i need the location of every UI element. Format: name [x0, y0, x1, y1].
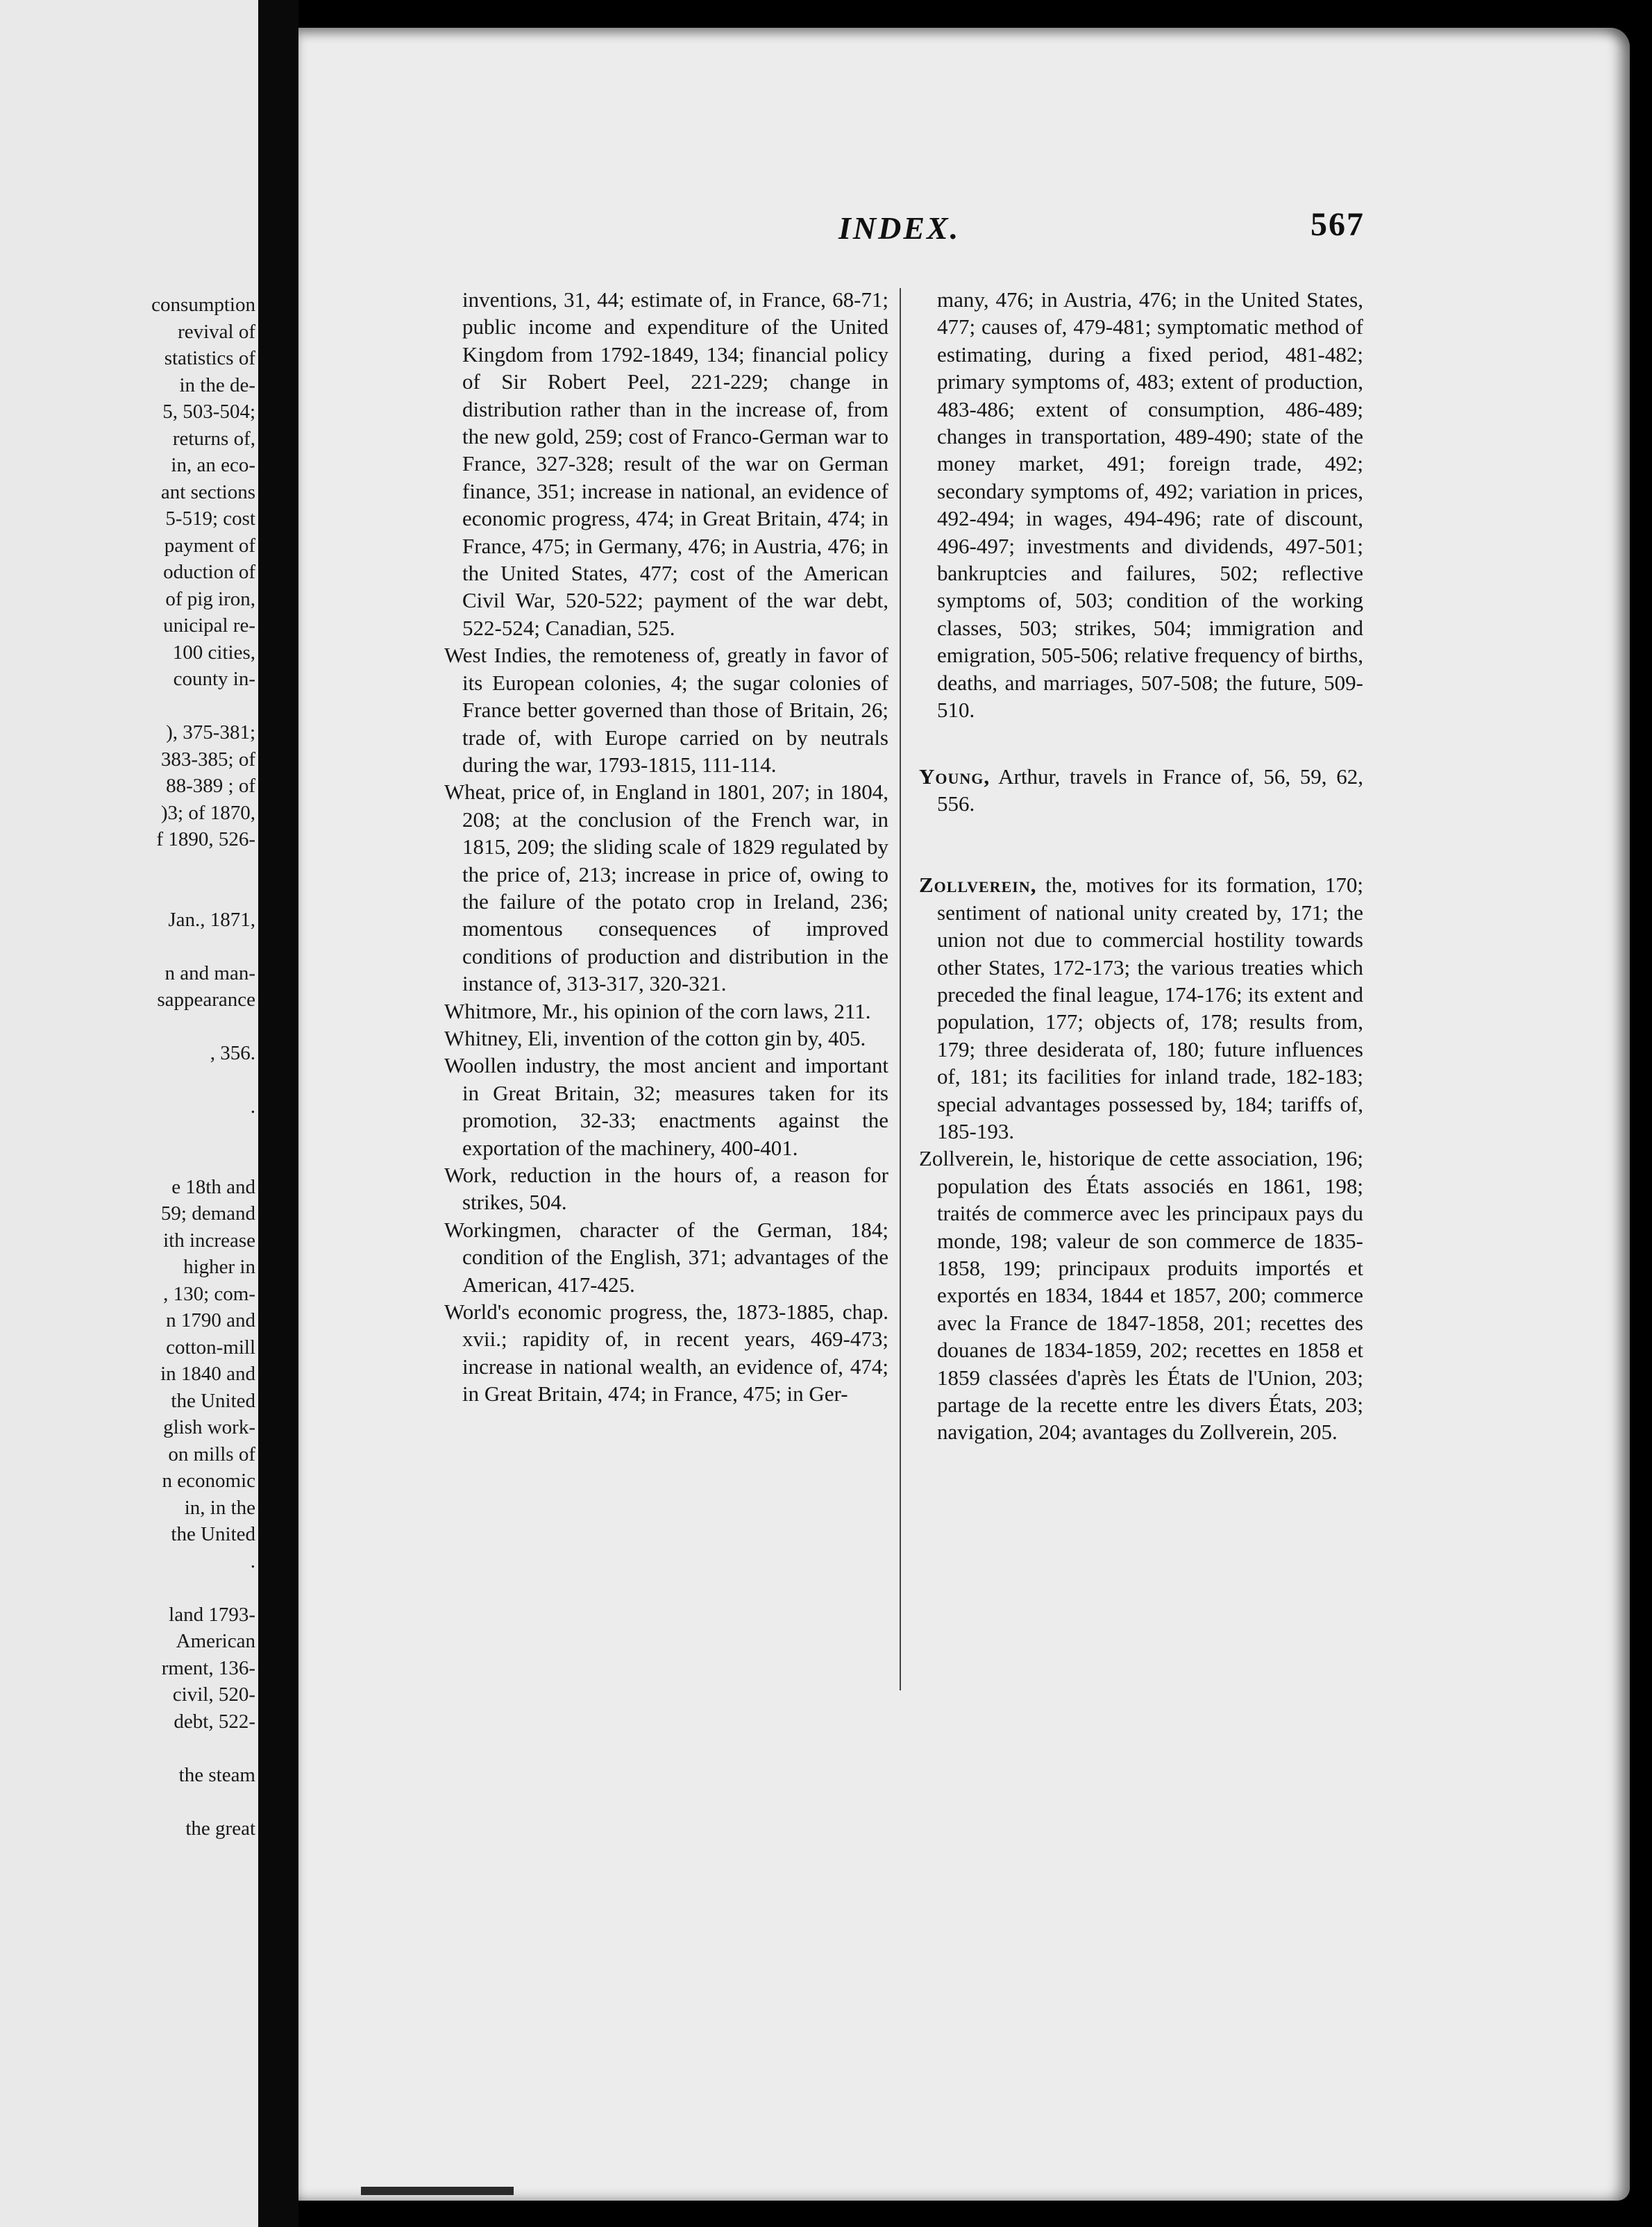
facing-page-line: n economic — [162, 1470, 255, 1492]
facing-page-line: sappearance — [157, 989, 255, 1011]
facing-page-line: in 1840 and — [160, 1363, 255, 1385]
index-entry: Workingmen, character of the German, 184; condition of the English, 371; advantages of the American, 417-425. — [444, 1217, 888, 1297]
facing-page-line: oduction of — [163, 561, 255, 583]
facing-page-line: payment of — [164, 534, 255, 557]
facing-page-line: county in- — [173, 668, 255, 690]
entry-heading: Zollverein, — [919, 873, 1037, 898]
index-column-1 — [444, 286, 888, 1408]
facing-page-line: rment, 136- — [161, 1656, 255, 1679]
facing-page-line: unicipal re- — [163, 614, 255, 637]
facing-page-line: consumption — [151, 294, 255, 316]
facing-page-line: the United — [171, 1523, 255, 1545]
index-entry-zollverein-fr: Zollverein, le, historique de cette association, 196; population des États associés en 1861, 198; traités de commerce avec les principaux pays du monde, 198; valeur de son commerce de 1835-1858, 199; principaux produits importés et exportés en 1834, 1844 et 1857, 200; commerce avec la France de 1847-1858, 201; recettes des douanes de 1834-1859, 202; recettes en 1858 et 1859 classées d'après les États de l'Union, 203; partage de la recette entre les divers États, 203; navigation, 204; avantages du Zollverein, 205. — [919, 1146, 1363, 1445]
index-entry: Whitney, Eli, invention of the cotton gin by, 405. — [444, 1025, 866, 1050]
facing-page-line: in the de- — [179, 373, 255, 396]
facing-page-line: . — [250, 1549, 255, 1572]
index-entry-continued: many, 476; in Austria, 476; in the United States, 477; causes of, 479-481; symptomatic method of estimating, during a fixed period, 481-482; primary symptoms of, 483; extent of production, 483-486; extent of consumption, 486-489; changes in transportation, 489-490; state of the money market, 491; foreign trade, 492; secondary symptoms of, 492; variation in prices, 492-494; in wages, 494-496; rate of discount, 496-497; investments and dividends, 497-501; bankruptcies and failures, 502; reflective symptoms of, 503; condition of the working classes, 503; strikes, 504; immigration and emigration, 505-506; relative frequency of births, deaths, and marriages, 507-508; the future, 509-510. — [937, 287, 1363, 723]
facing-page-line: the steam — [178, 1763, 255, 1786]
facing-page-line: returns of, — [172, 427, 255, 450]
index-entry: World's economic progress, the, 1873-1885, chap. xvii.; rapidity of, in recent years, 469-473; increase in national wealth, an evidence of, 474; in Great Britain, 474; in France, 475; in Ger- — [444, 1300, 888, 1406]
entry-heading: Young, — [919, 764, 991, 789]
facing-page-line: the United — [171, 1389, 255, 1412]
facing-page-line: Jan., 1871, — [168, 908, 255, 931]
index-column-2 — [919, 286, 1363, 1446]
facing-page-line: f 1890, 526- — [156, 828, 255, 850]
facing-page-line: civil, 520- — [172, 1683, 255, 1706]
facing-page-line: n 1790 and — [166, 1309, 255, 1331]
facing-page-line: in, an eco- — [171, 454, 255, 476]
index-entry: Wheat, price of, in England in 1801, 207; in 1804, 208; at the conclusion of the French war, in 1815, 209; the sliding scale of 1829 regulated by the price of, 213; increase in price of, owing to the failure of the potato crop in Ireland, 236; momentous consequences of improved conditions of production and distribution in the instance of, 313-317, 320-321. — [444, 780, 888, 996]
facing-page-line: e 18th and — [171, 1175, 255, 1198]
index-entry: West Indies, the remoteness of, greatly in favor of its European colonies, 4; the sugar colonies of France better governed than those of Britain, 26; trade of, with Europe carried on by neutrals during the war, 1793-1815, 111-114. — [444, 643, 888, 777]
facing-page-line: )3; of 1870, — [160, 801, 255, 824]
facing-page-line: ), 375-381; — [166, 721, 255, 743]
index-entry: Whitmore, Mr., his opinion of the corn laws, 211. — [444, 998, 871, 1023]
facing-page-line: in, in the — [184, 1496, 255, 1519]
facing-page-line: on mills of — [168, 1443, 255, 1465]
entry-text: Arthur, travels in France of, 56, 59, 62, 556. — [937, 764, 1363, 816]
facing-page — [0, 0, 258, 2227]
facing-page-line: ith increase — [163, 1229, 255, 1252]
facing-page-line: 59; demand — [160, 1202, 255, 1225]
facing-page-line: 383-385; of — [160, 748, 255, 771]
index-entry: Woollen industry, the most ancient and important in Great Britain, 32; measures taken for its promotion, 32-33; enactments against the exportation of the machinery, 400-401. — [444, 1053, 888, 1160]
page-number: 567 — [1310, 206, 1365, 243]
facing-page-line: land 1793- — [169, 1603, 255, 1626]
index-entry-young — [919, 763, 1363, 818]
facing-page-line: revival of — [178, 320, 255, 343]
book-gutter — [258, 0, 298, 2227]
facing-page-line: , 130; com- — [163, 1282, 255, 1305]
scan-artifact — [361, 2187, 514, 2195]
facing-page-line: n and man- — [165, 961, 255, 984]
facing-page-line: . — [250, 1095, 255, 1118]
index-entry-zollverein — [919, 871, 1363, 1145]
facing-page-line: debt, 522- — [174, 1710, 255, 1733]
facing-page-line: , 356. — [210, 1042, 255, 1064]
facing-page-line: the great — [185, 1817, 255, 1840]
facing-page-line: higher in — [183, 1256, 255, 1278]
column-rule — [900, 288, 901, 1690]
facing-page-line: 88-389 ; of — [166, 775, 255, 797]
index-entry-continued: inventions, 31, 44; estimate of, in France, 68-71; public income and expenditure of the United Kingdom from 1792-1849, 134; financial policy of Sir Robert Peel, 221-229; change in distribution rather than in the increase of, from the new gold, 259; cost of Franco-German war to France, 327-328; result of the war on German finance, 351; increase in national, an evidence of economic progress, 474; in Great Britain, 474; in France, 475; in Germany, 476; in Austria, 476; in the United States, 477; cost of the American Civil War, 520-522; payment of the war debt, 522-524; Canadian, 525. — [462, 287, 888, 640]
facing-page-line: 100 cities, — [172, 641, 255, 664]
facing-page-line: American — [176, 1630, 255, 1652]
index-entry: Work, reduction in the hours of, a reason for strikes, 504. — [444, 1163, 888, 1215]
facing-page-line: 5-519; cost — [165, 507, 255, 530]
entry-text: the, motives for its formation, 170; sentiment of national unity created by, 171; the union not due to commercial hostility towards other States, 172-173; the various treaties which preceded the final league, 174-176; its extent and population, 177; objects of, 178; results from, 179; three desiderata of, 180; future influences of, 181; its facilities for inland trade, 182-183; special advantages possessed by, 184; tariffs of, 185-193. — [937, 873, 1363, 1143]
facing-page-line: 5, 503-504; — [162, 401, 255, 423]
running-head: INDEX. — [838, 210, 961, 246]
facing-page-line: ant sections — [160, 480, 255, 503]
facing-page-line: statistics of — [164, 347, 255, 369]
facing-page-line: glish work- — [163, 1416, 255, 1438]
facing-page-line: of pig iron, — [165, 587, 255, 610]
facing-page-line: cotton-mill — [166, 1336, 255, 1359]
